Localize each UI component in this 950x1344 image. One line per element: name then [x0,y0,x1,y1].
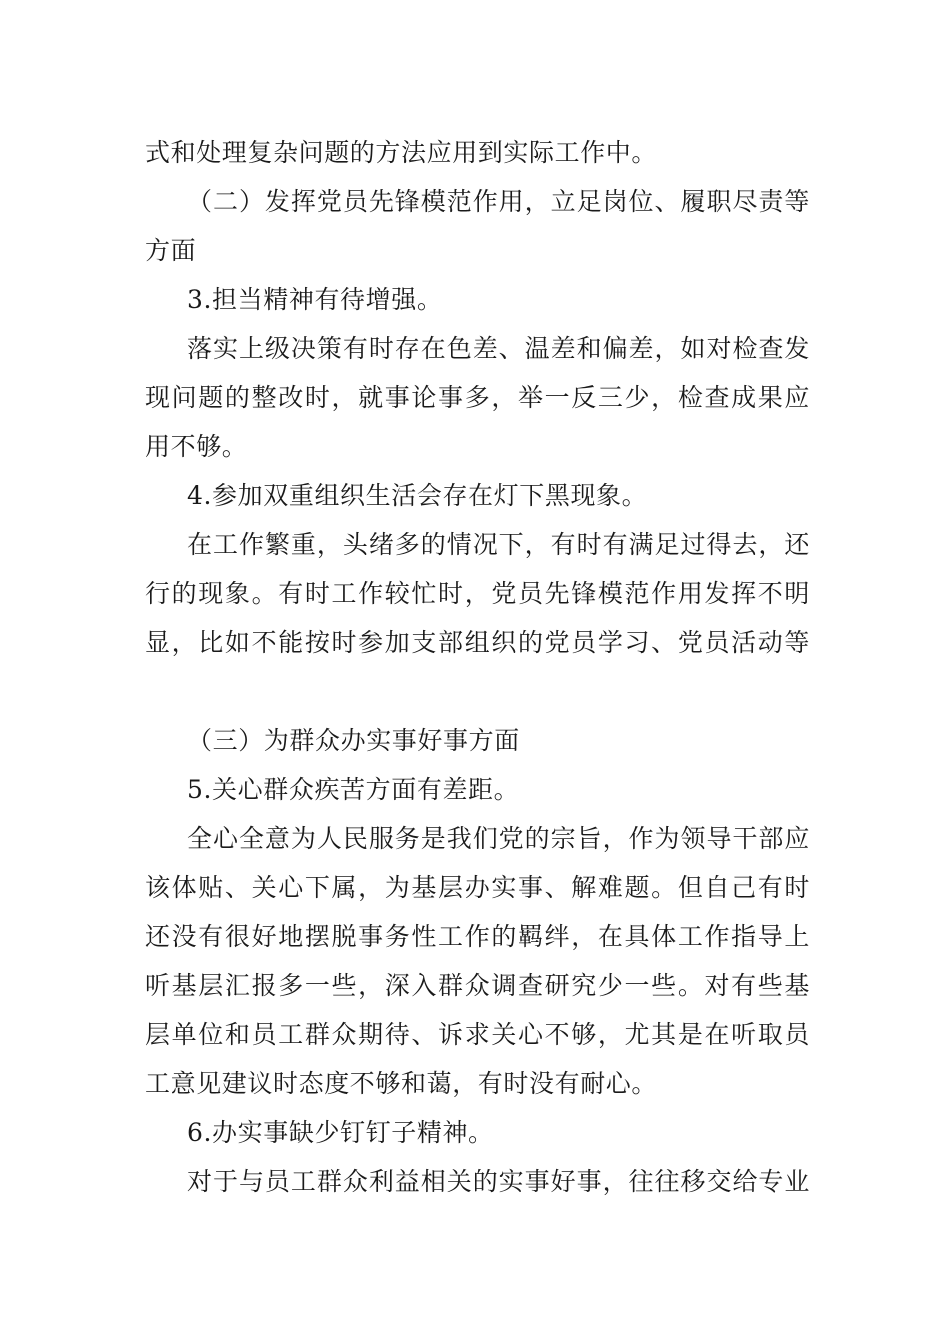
blank-line [145,667,810,716]
text-line: 全心全意为人民服务是我们党的宗旨，作为领导干部应 [187,824,810,853]
text-line: 4.参加双重组织生活会存在灯下黑现象。 [187,481,648,510]
text-line: 方面 [145,236,197,265]
text-line: 式和处理复杂问题的方法应用到实际工作中。 [145,138,658,167]
text-line: 层单位和员工群众期待、诉求关心不够，尤其是在听取员 [145,1020,810,1049]
paragraph [145,1157,810,1206]
text-line: 现问题的整改时，就事论事多，举一反三少，检查成果应 [145,383,810,412]
paragraph [145,814,810,1108]
text-line: 对于与员工群众利益相关的实事好事，往往移交给专业 [187,1167,810,1196]
text-line: 还没有很好地摆脱事务性工作的羁绊，在具体工作指导上 [145,922,810,951]
text-line: 6.办实事缺少钉钉子精神。 [187,1118,494,1147]
text-line: 3.担当精神有待增强。 [187,285,443,314]
document-body [145,128,810,1206]
text-line: 在工作繁重，头绪多的情况下，有时有满足过得去，还 [187,530,810,559]
text-line: 听基层汇报多一些，深入群众调查研究少一些。对有些基 [145,971,810,1000]
text-line: 工意见建议时态度不够和蔼，有时没有耐心。 [145,1069,658,1098]
text-line: 显，比如不能按时参加支部组织的党员学习、党员活动等 [145,628,810,657]
item-heading [145,1108,810,1157]
text-line: 该体贴、关心下属，为基层办实事、解难题。但自己有时 [145,873,810,902]
text-line: 行的现象。有时工作较忙时，党员先锋模范作用发挥不明 [145,579,810,608]
paragraph [145,520,810,667]
text-line: （三）为群众办实事好事方面 [187,726,520,755]
paragraph [145,324,810,471]
item-heading [145,275,810,324]
text-line: 用不够。 [145,432,248,461]
text-line: （二）发挥党员先锋模范作用，立足岗位、履职尽责等 [187,187,810,216]
section-heading [145,177,810,275]
item-heading [145,765,810,814]
paragraph [145,128,810,177]
text-line: 5.关心群众疾苦方面有差距。 [187,775,520,804]
text-line: 落实上级决策有时存在色差、温差和偏差，如对检查发 [187,334,810,363]
item-heading [145,471,810,520]
section-heading [145,716,810,765]
